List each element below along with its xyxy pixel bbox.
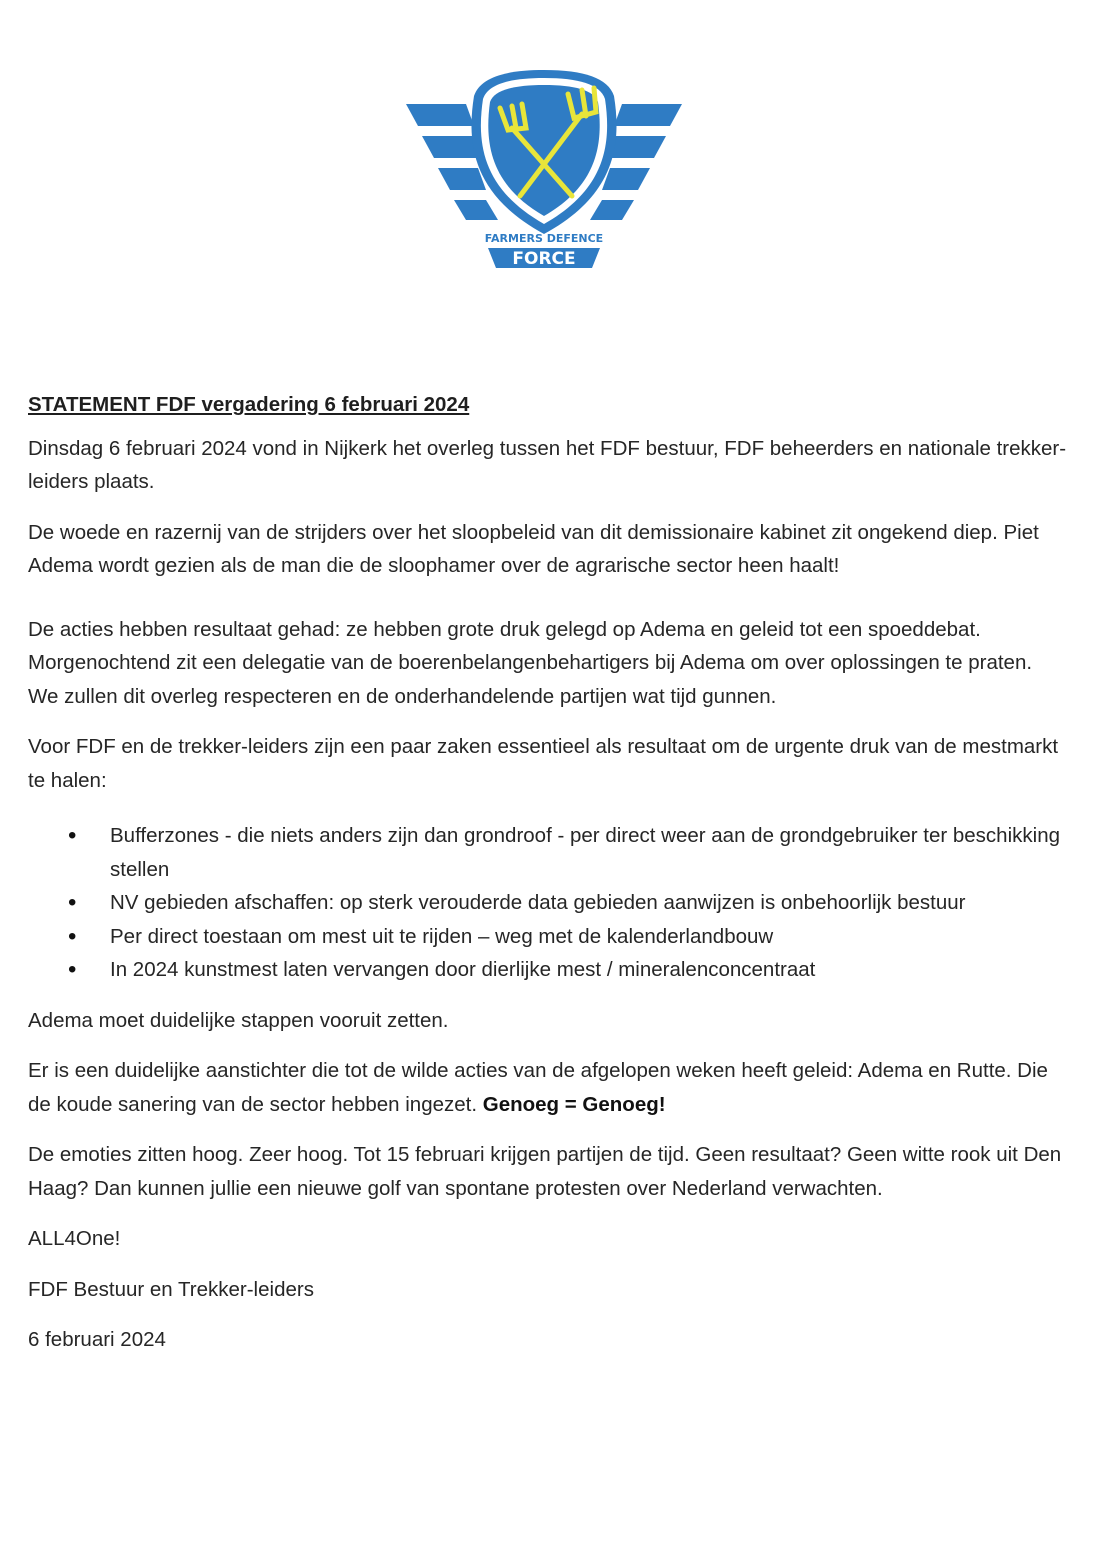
paragraph-emotions: De emoties zitten hoog. Zeer hoog. Tot 15 februari krijgen partijen de tijd. Geen resultaat? Geen witte rook uit Den Haag? Dan kunnen jullie een nieuwe golf van spontane protesten over Nederland verwachten.	[28, 1143, 1062, 1200]
document-date: 6 februari 2024	[28, 1328, 166, 1351]
paragraph-adema-steps: Adema moet duidelijke stappen vooruit zetten.	[28, 1008, 449, 1032]
logo-text-farmers-defence: FARMERS DEFENCE	[484, 232, 604, 245]
demand-item: • NV gebieden afschaffen: op sterk verouderde data gebieden aanwijzen is onbehoorlijk bestuur	[28, 886, 1068, 920]
paragraph-demands-intro: Voor FDF en de trekker-leiders zijn een paar zaken essentieel als resultaat om de urgente druk van de mestmarkt te halen:	[28, 735, 1059, 792]
paragraph-results: De acties hebben resultaat gehad: ze hebben grote druk gelegd op Adema en geleid tot een spoeddebat. Morgenochtend zit een delegatie van de boerenbelangenbehartigers bij Adema om over oplossingen te praten. We zullen dit overleg respecteren en de onderhandelende partijen wat tijd gunnen.	[28, 617, 1033, 708]
shield-wings-logo-icon	[404, 66, 684, 276]
fdf-logo	[404, 66, 684, 276]
slogan-all4one: ALL4One!	[28, 1227, 121, 1250]
paragraph-anger: De woede en razernij van de strijders over het sloopbeleid van dit demissionaire kabinet zit ongekend diep. Piet Adema wordt gezien als de man die de sloophamer over de agrarische sector heen haalt!	[28, 520, 1039, 577]
demand-item: • Per direct toestaan om mest uit te rijden – weg met de kalenderlandbouw	[28, 920, 1068, 954]
demand-item: • In 2024 kunstmest laten vervangen door dierlijke mest / mineralenconcentraat	[28, 953, 1068, 987]
signature: FDF Bestuur en Trekker-leiders	[28, 1277, 314, 1301]
document-title: STATEMENT FDF vergadering 6 februari 2024	[28, 393, 470, 416]
logo-text-force: FORCE	[512, 249, 576, 269]
paragraph-instigator	[28, 1054, 1068, 1121]
slogan-genoeg: Genoeg = Genoeg!	[482, 1092, 666, 1116]
statement-document	[28, 388, 1068, 1374]
demand-item: • Bufferzones - die niets anders zijn dan grondroof - per direct weer aan de grondgebruiker ter beschikking stellen	[28, 819, 1068, 886]
demands-list	[28, 819, 1068, 987]
paragraph-meeting: Dinsdag 6 februari 2024 vond in Nijkerk het overleg tussen het FDF bestuur, FDF beheerders en nationale trekker-leiders plaats.	[28, 436, 1067, 493]
instigator-text: Er is een duidelijke aanstichter die tot de wilde acties van de afgelopen weken heeft geleid: Adema en Rutte. Die de koude sanering van de sector hebben ingezet.	[28, 1059, 1048, 1116]
